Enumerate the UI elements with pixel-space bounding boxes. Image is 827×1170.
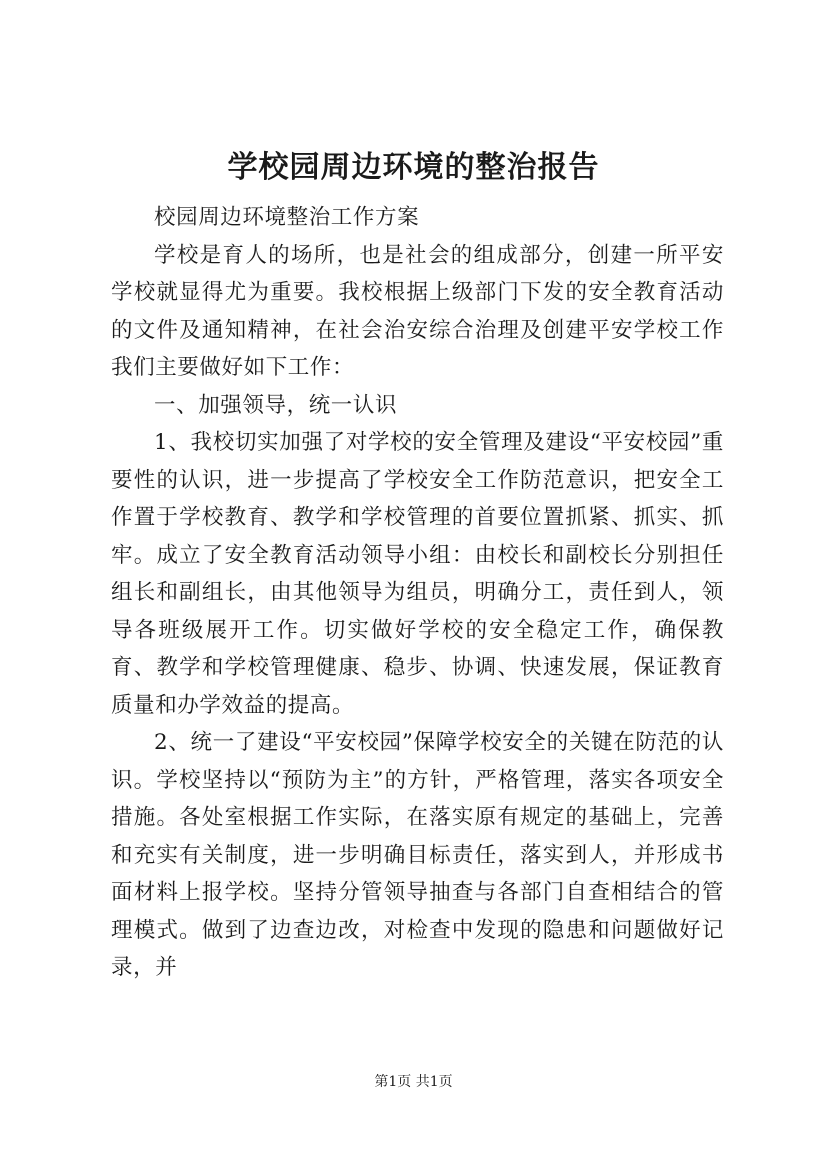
paragraph-subtitle: 校园周边环境整治工作方案	[154, 205, 420, 230]
paragraph-intro: 学校是育人的场所，也是社会的组成部分，创建一所平安学校就显得尤为重要。我校根据上级部门下发的安全教育活动的文件及通知精神，在社会治安综合治理及创建平安学校工作我们主要做好如下工作：	[111, 242, 724, 380]
paragraph-item-1: 1、我校切实加强了对学校的安全管理及建设“平安校园”重要性的认识，进一步提高了学校安全工作防范意识，把安全工作置于学校教育、教学和学校管理的首要位置抓紧、抓实、抓牢。成立了安全教育活动领导小组：由校长和副校长分别担任组长和副组长，由其他领导为组员，明确分工，责任到人，领导各班级展开工作。切实做好学校的安全稳定工作，确保教育、教学和学校管理健康、稳步、协调、快速发展，保证教育质量和办学效益的提高。	[111, 430, 724, 718]
paragraph-item-2: 2、统一了建设“平安校园”保障学校安全的关键在防范的认识。学校坚持以“预防为主”的方针，严格管理，落实各项安全措施。各处室根据工作实际，在落实原有规定的基础上，完善和充实有关制度，进一步明确目标责任，落实到人，并形成书面材料上报学校。坚持分管领导抽查与各部门自查相结合的管理模式。做到了边查边改，对检查中发现的隐患和问题做好记录，并	[111, 730, 724, 980]
document-title: 学校园周边环境的整治报告	[227, 150, 600, 185]
section-heading: 一、加强领导，统一认识	[154, 392, 398, 418]
page-number-footer: 第1页 共1页	[374, 1074, 453, 1090]
document-body	[111, 199, 724, 987]
